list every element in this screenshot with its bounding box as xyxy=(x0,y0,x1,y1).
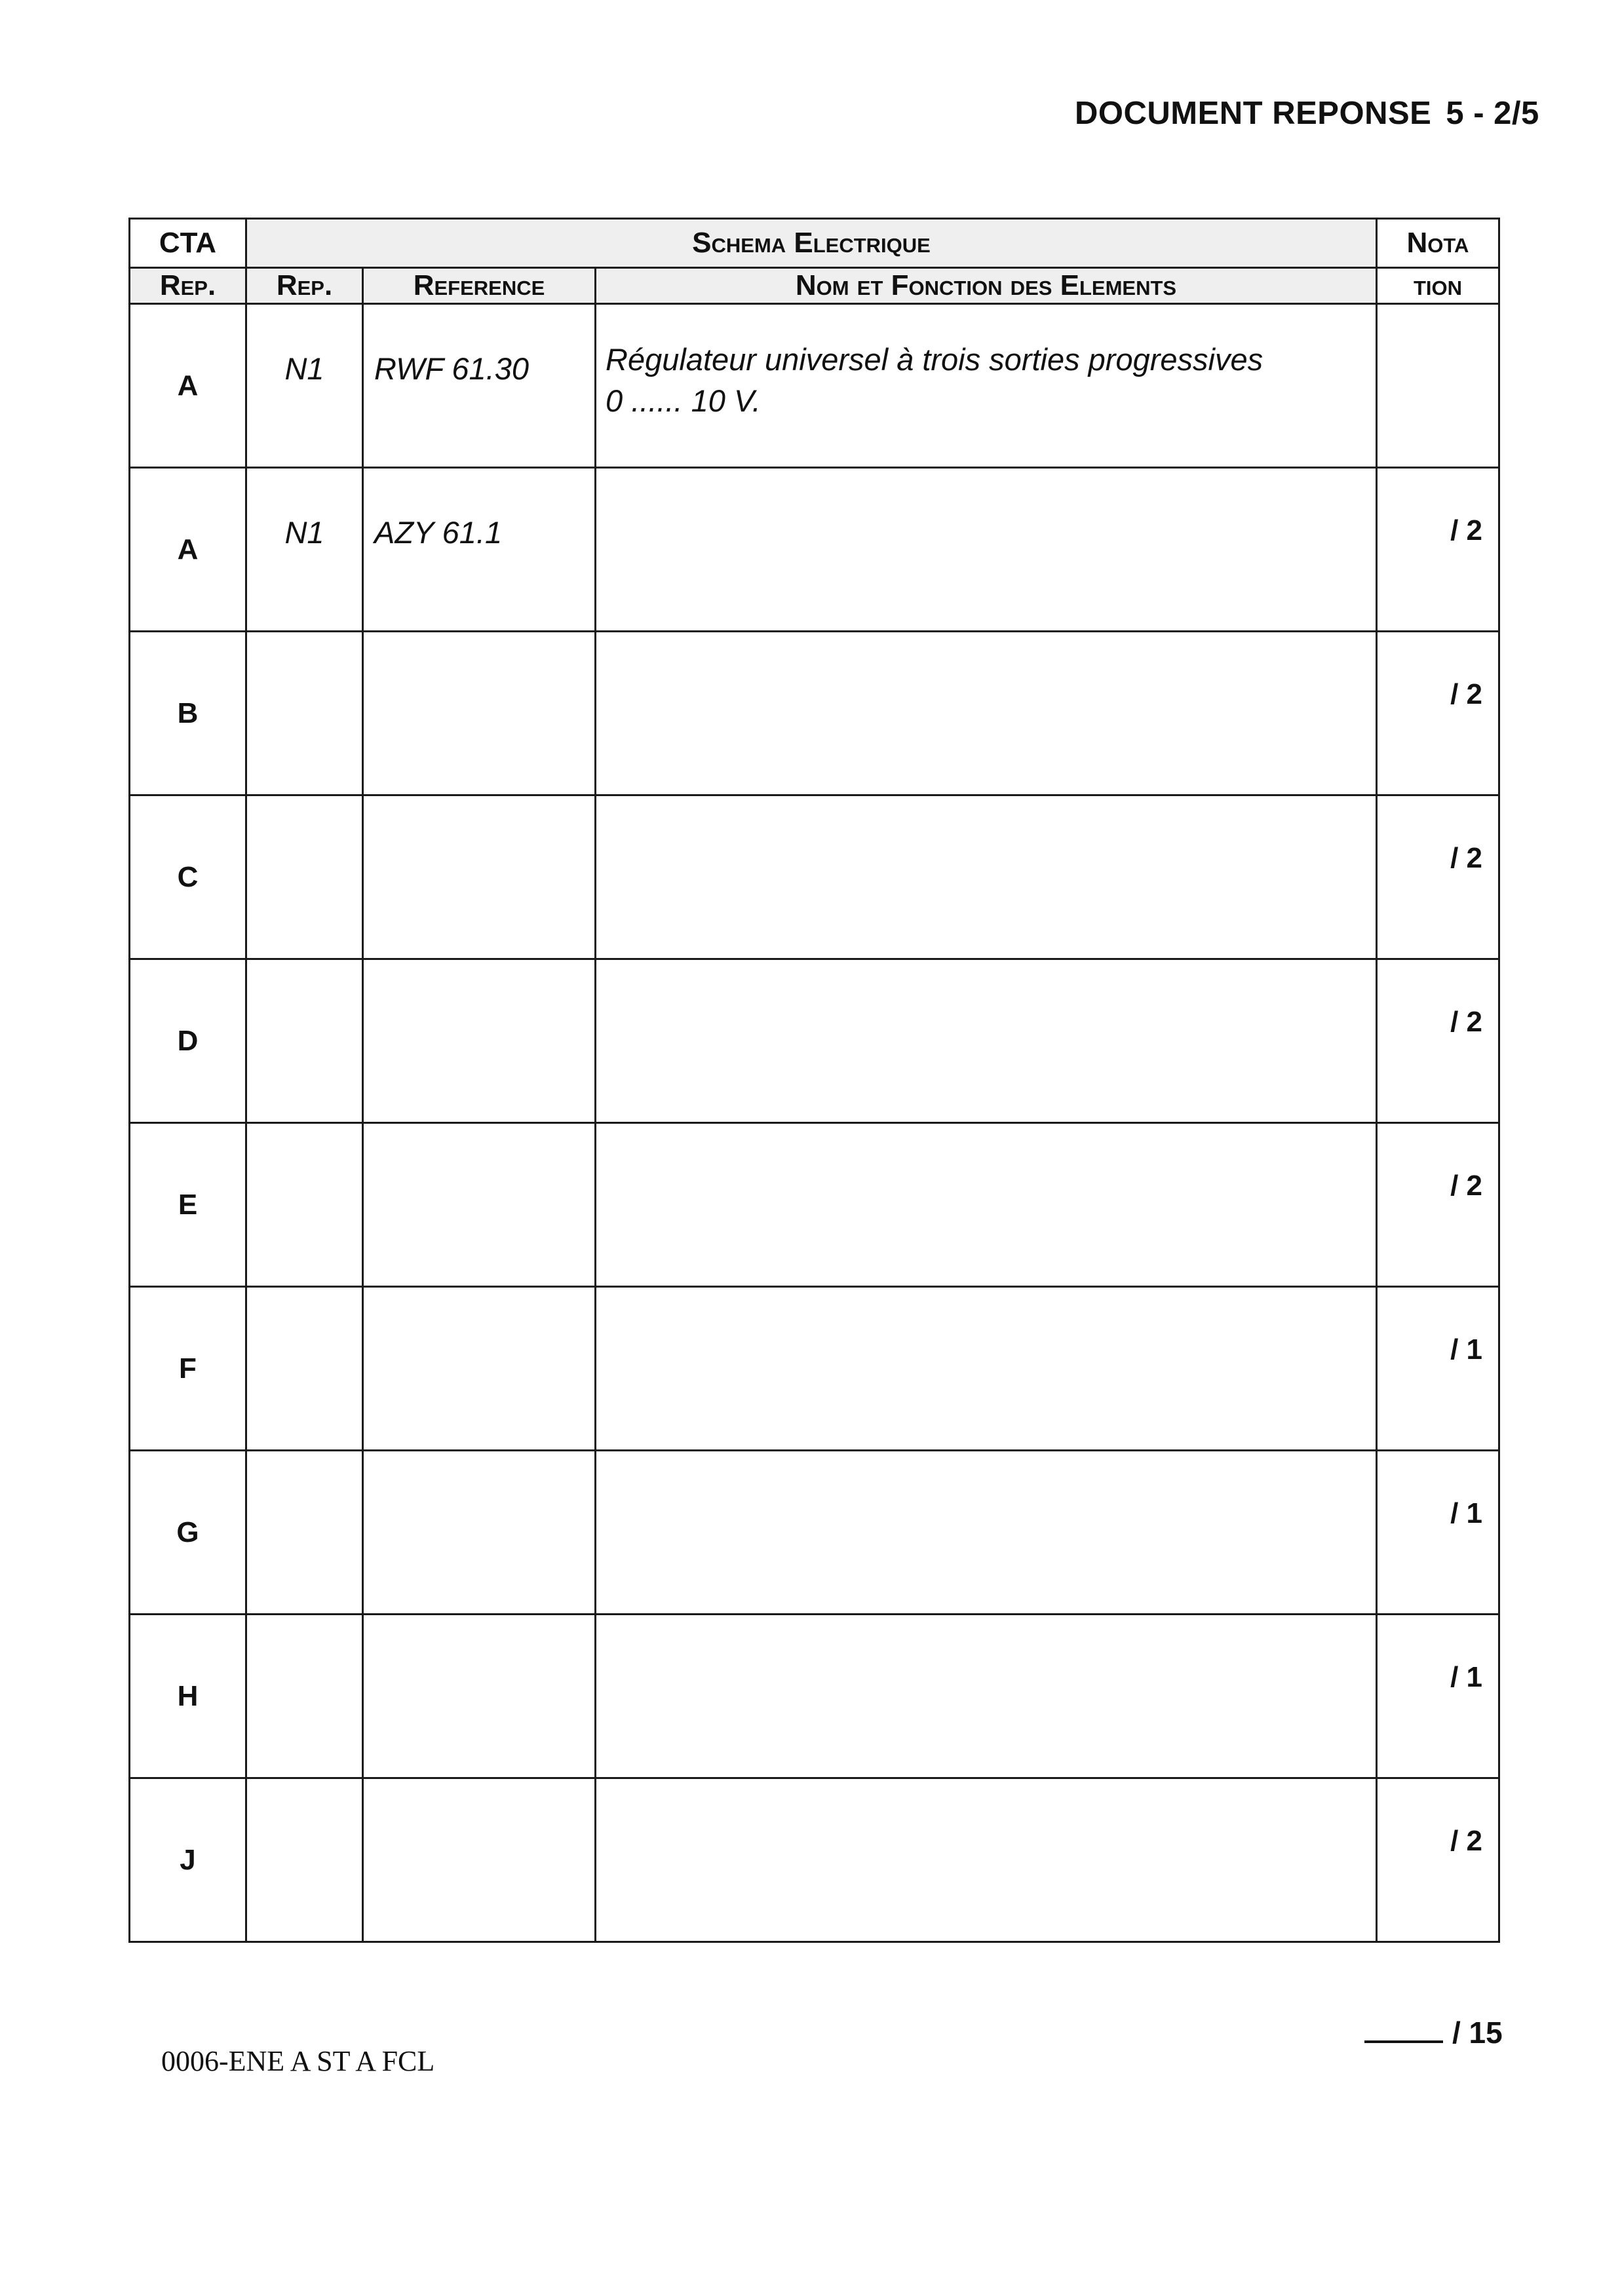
rep-cell: N1 xyxy=(246,304,363,468)
rep-cell[interactable] xyxy=(246,1287,363,1451)
function-cell[interactable] xyxy=(596,1615,1377,1778)
header-row-2 xyxy=(130,268,1499,304)
notation-cell: / 2 xyxy=(1377,795,1499,959)
notation-cell xyxy=(1377,304,1499,468)
function-cell[interactable] xyxy=(596,1451,1377,1615)
rep-cell[interactable] xyxy=(246,1451,363,1615)
cta-rep-cell: J xyxy=(130,1778,246,1942)
function-cell[interactable] xyxy=(596,1123,1377,1287)
notation-cell: / 2 xyxy=(1377,959,1499,1123)
function-cell[interactable] xyxy=(596,632,1377,795)
notation-cell: / 1 xyxy=(1377,1287,1499,1451)
table-row xyxy=(130,1123,1499,1287)
header-rep: Rep. xyxy=(246,268,363,304)
function-cell[interactable] xyxy=(596,959,1377,1123)
document-title-text: DOCUMENT REPONSE xyxy=(1075,96,1432,131)
reference-cell[interactable] xyxy=(363,1778,596,1942)
reference-cell: AZY 61.1 xyxy=(363,468,596,632)
table-row xyxy=(130,1778,1499,1942)
table-row xyxy=(130,468,1499,632)
header-tion: tion xyxy=(1377,268,1499,304)
table-row xyxy=(130,959,1499,1123)
header-nom-fonction: Nom et Fonction des Elements xyxy=(596,268,1377,304)
rep-cell[interactable] xyxy=(246,1615,363,1778)
answer-table xyxy=(128,218,1500,1943)
notation-cell: / 1 xyxy=(1377,1451,1499,1615)
header-schema-electrique: Schema Electrique xyxy=(246,219,1377,268)
cta-rep-cell: C xyxy=(130,795,246,959)
function-cell[interactable] xyxy=(596,795,1377,959)
notation-cell: / 2 xyxy=(1377,1123,1499,1287)
reference-cell[interactable] xyxy=(363,959,596,1123)
cta-rep-cell: E xyxy=(130,1123,246,1287)
function-cell[interactable] xyxy=(596,1778,1377,1942)
function-cell[interactable] xyxy=(596,468,1377,632)
function-cell[interactable] xyxy=(596,1287,1377,1451)
table-row xyxy=(130,1451,1499,1615)
rep-cell[interactable] xyxy=(246,1123,363,1287)
header-row-1 xyxy=(130,219,1499,268)
reference-cell: RWF 61.30 xyxy=(363,304,596,468)
header-nota: Nota xyxy=(1377,219,1499,268)
rep-cell[interactable] xyxy=(246,1778,363,1942)
reference-cell[interactable] xyxy=(363,1287,596,1451)
notation-cell: / 2 xyxy=(1377,1778,1499,1942)
reference-cell[interactable] xyxy=(363,1123,596,1287)
reference-cell[interactable] xyxy=(363,1451,596,1615)
function-line-2: 0 ...... 10 V. xyxy=(606,383,761,419)
header-cta: CTA xyxy=(130,219,246,268)
header-reference: Reference xyxy=(363,268,596,304)
table-row xyxy=(130,1287,1499,1451)
cta-rep-cell: A xyxy=(130,304,246,468)
cta-rep-cell: D xyxy=(130,959,246,1123)
notation-cell: / 1 xyxy=(1377,1615,1499,1778)
notation-cell: / 2 xyxy=(1377,468,1499,632)
document-code: 0006-ENE A ST A FCL xyxy=(161,2045,435,2077)
total-score-label: / 15 xyxy=(1452,2016,1503,2050)
rep-cell[interactable] xyxy=(246,959,363,1123)
table-row xyxy=(130,304,1499,468)
header-cta-rep: Rep. xyxy=(130,268,246,304)
reference-cell[interactable] xyxy=(363,795,596,959)
rep-cell[interactable] xyxy=(246,795,363,959)
table-row xyxy=(130,632,1499,795)
table-row xyxy=(130,1615,1499,1778)
rep-cell[interactable] xyxy=(246,632,363,795)
score-blank-line[interactable] xyxy=(1364,2038,1443,2043)
reference-cell[interactable] xyxy=(363,1615,596,1778)
cta-rep-cell: F xyxy=(130,1287,246,1451)
document-title xyxy=(1075,95,1539,132)
cta-rep-cell: H xyxy=(130,1615,246,1778)
total-score xyxy=(1364,2015,1503,2050)
cta-rep-cell: B xyxy=(130,632,246,795)
table-row xyxy=(130,795,1499,959)
function-line-1: Régulateur universel à trois sorties progressives xyxy=(606,342,1263,377)
reference-cell[interactable] xyxy=(363,632,596,795)
function-cell[interactable] xyxy=(596,304,1377,468)
notation-cell: / 2 xyxy=(1377,632,1499,795)
page-number: 5 - 2/5 xyxy=(1446,96,1539,131)
cta-rep-cell: G xyxy=(130,1451,246,1615)
rep-cell: N1 xyxy=(246,468,363,632)
cta-rep-cell: A xyxy=(130,468,246,632)
